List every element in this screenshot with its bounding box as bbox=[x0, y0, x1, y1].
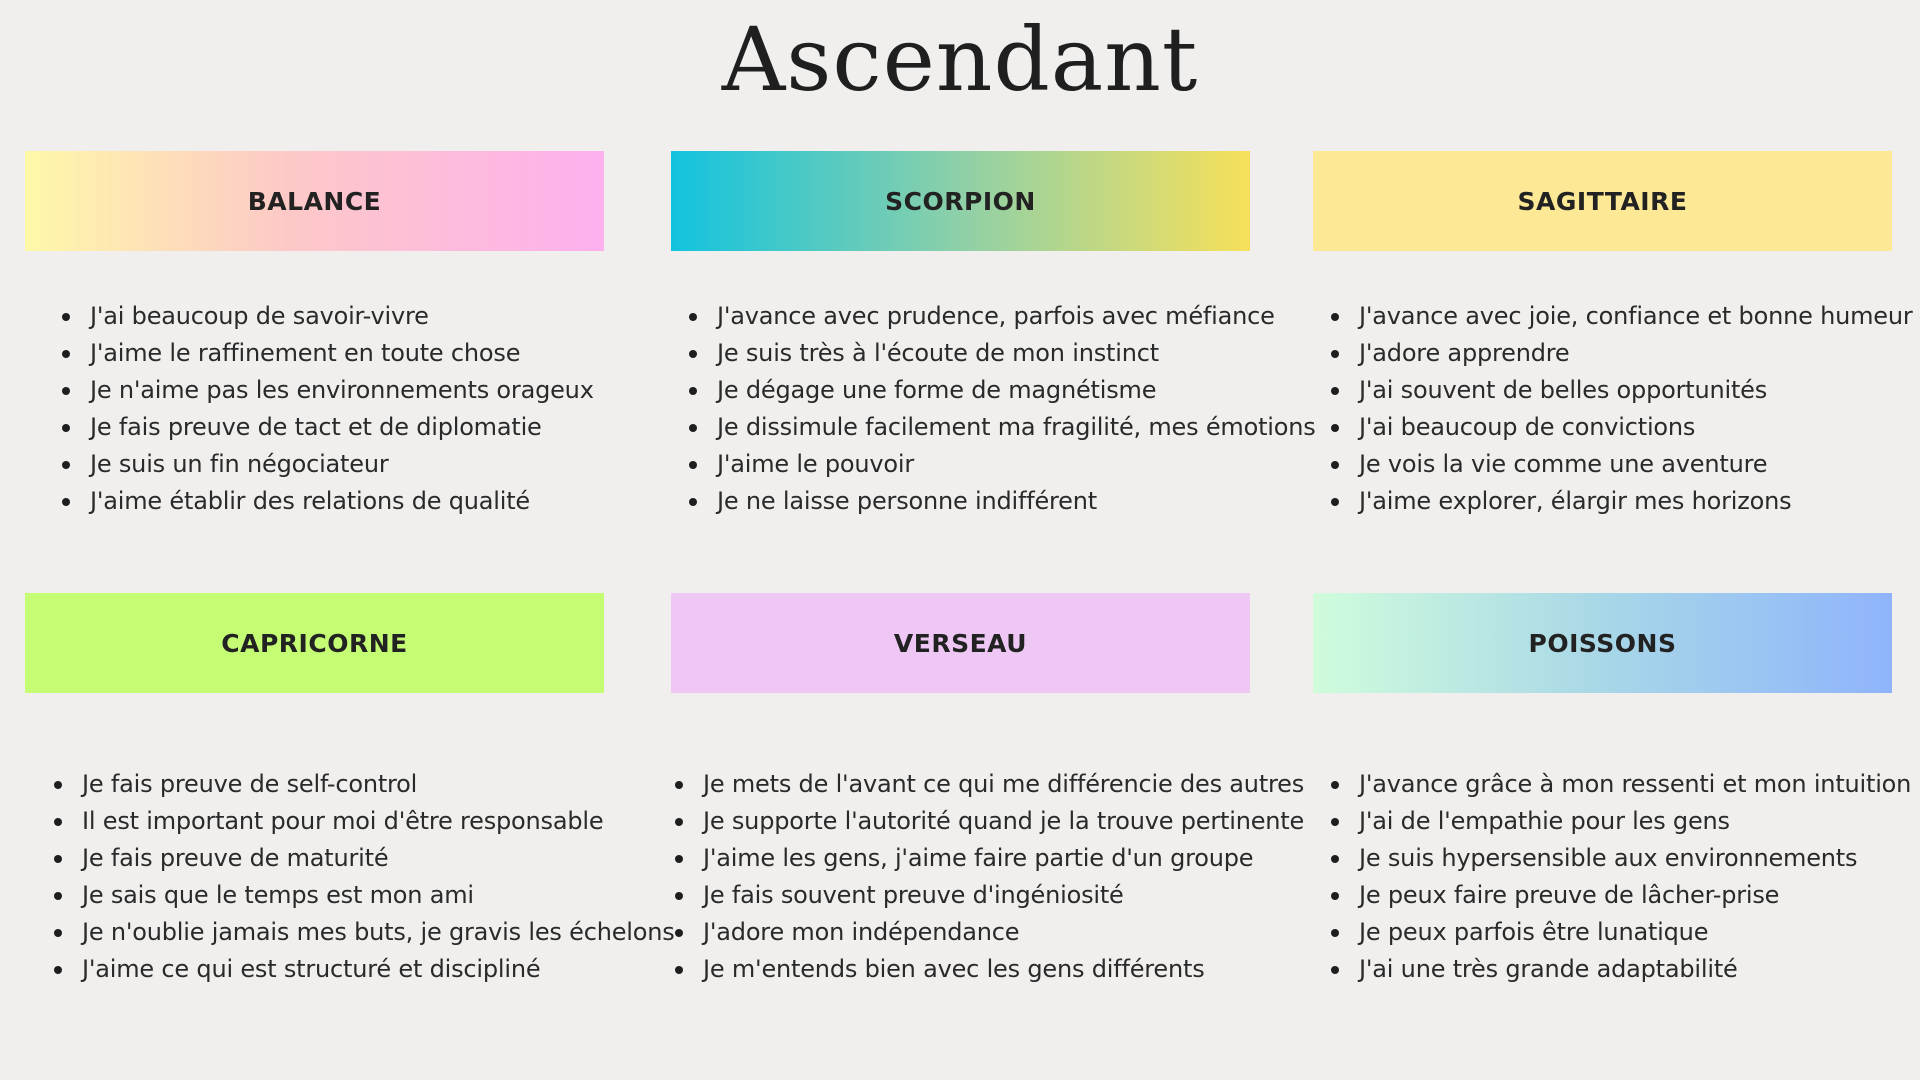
sign-header-scorpion: SCORPION bbox=[671, 151, 1250, 251]
trait-list-sagittaire bbox=[1331, 298, 1913, 520]
list-item: J'ai souvent de belles opportunités bbox=[1331, 372, 1913, 409]
list-item: Je n'oublie jamais mes buts, je gravis les échelons bbox=[54, 914, 675, 951]
list-item: J'avance avec joie, confiance et bonne humeur bbox=[1331, 298, 1913, 335]
list-item: Je fais souvent preuve d'ingéniosité bbox=[675, 877, 1304, 914]
list-item: J'aime le raffinement en toute chose bbox=[62, 335, 594, 372]
list-item: J'aime les gens, j'aime faire partie d'un groupe bbox=[675, 840, 1304, 877]
list-item: Je ne laisse personne indifférent bbox=[689, 483, 1316, 520]
list-item: J'aime établir des relations de qualité bbox=[62, 483, 594, 520]
list-item: Je vois la vie comme une aventure bbox=[1331, 446, 1913, 483]
trait-list-balance bbox=[62, 298, 594, 520]
list-item: J'adore apprendre bbox=[1331, 335, 1913, 372]
list-item: J'adore mon indépendance bbox=[675, 914, 1304, 951]
list-item: J'avance grâce à mon ressenti et mon intuition bbox=[1331, 766, 1911, 803]
list-item: J'aime le pouvoir bbox=[689, 446, 1316, 483]
list-item: Je suis un fin négociateur bbox=[62, 446, 594, 483]
list-item: Je peux parfois être lunatique bbox=[1331, 914, 1911, 951]
list-item: Je dégage une forme de magnétisme bbox=[689, 372, 1316, 409]
list-item: Je sais que le temps est mon ami bbox=[54, 877, 675, 914]
trait-list-verseau bbox=[675, 766, 1304, 988]
list-item: Je supporte l'autorité quand je la trouve pertinente bbox=[675, 803, 1304, 840]
list-item: Je suis très à l'écoute de mon instinct bbox=[689, 335, 1316, 372]
trait-list-capricorne bbox=[54, 766, 675, 988]
list-item: Je suis hypersensible aux environnements bbox=[1331, 840, 1911, 877]
list-item: J'avance avec prudence, parfois avec méfiance bbox=[689, 298, 1316, 335]
sign-header-verseau: VERSEAU bbox=[671, 593, 1250, 693]
sign-header-capricorne: CAPRICORNE bbox=[25, 593, 604, 693]
list-item: Je mets de l'avant ce qui me différencie des autres bbox=[675, 766, 1304, 803]
trait-list-scorpion bbox=[689, 298, 1316, 520]
trait-list-poissons bbox=[1331, 766, 1911, 988]
list-item: Je n'aime pas les environnements orageux bbox=[62, 372, 594, 409]
list-item: J'aime ce qui est structuré et discipliné bbox=[54, 951, 675, 988]
list-item: J'ai une très grande adaptabilité bbox=[1331, 951, 1911, 988]
list-item: J'ai beaucoup de savoir-vivre bbox=[62, 298, 594, 335]
list-item: Je peux faire preuve de lâcher-prise bbox=[1331, 877, 1911, 914]
sign-header-balance: BALANCE bbox=[25, 151, 604, 251]
list-item: J'ai beaucoup de convictions bbox=[1331, 409, 1913, 446]
sign-header-poissons: POISSONS bbox=[1313, 593, 1892, 693]
list-item: Il est important pour moi d'être responsable bbox=[54, 803, 675, 840]
list-item: Je fais preuve de self-control bbox=[54, 766, 675, 803]
list-item: Je dissimule facilement ma fragilité, mes émotions bbox=[689, 409, 1316, 446]
list-item: Je fais preuve de tact et de diplomatie bbox=[62, 409, 594, 446]
list-item: Je fais preuve de maturité bbox=[54, 840, 675, 877]
list-item: Je m'entends bien avec les gens différents bbox=[675, 951, 1304, 988]
sign-header-sagittaire: SAGITTAIRE bbox=[1313, 151, 1892, 251]
page-title: Ascendant bbox=[721, 8, 1199, 111]
list-item: J'aime explorer, élargir mes horizons bbox=[1331, 483, 1913, 520]
list-item: J'ai de l'empathie pour les gens bbox=[1331, 803, 1911, 840]
